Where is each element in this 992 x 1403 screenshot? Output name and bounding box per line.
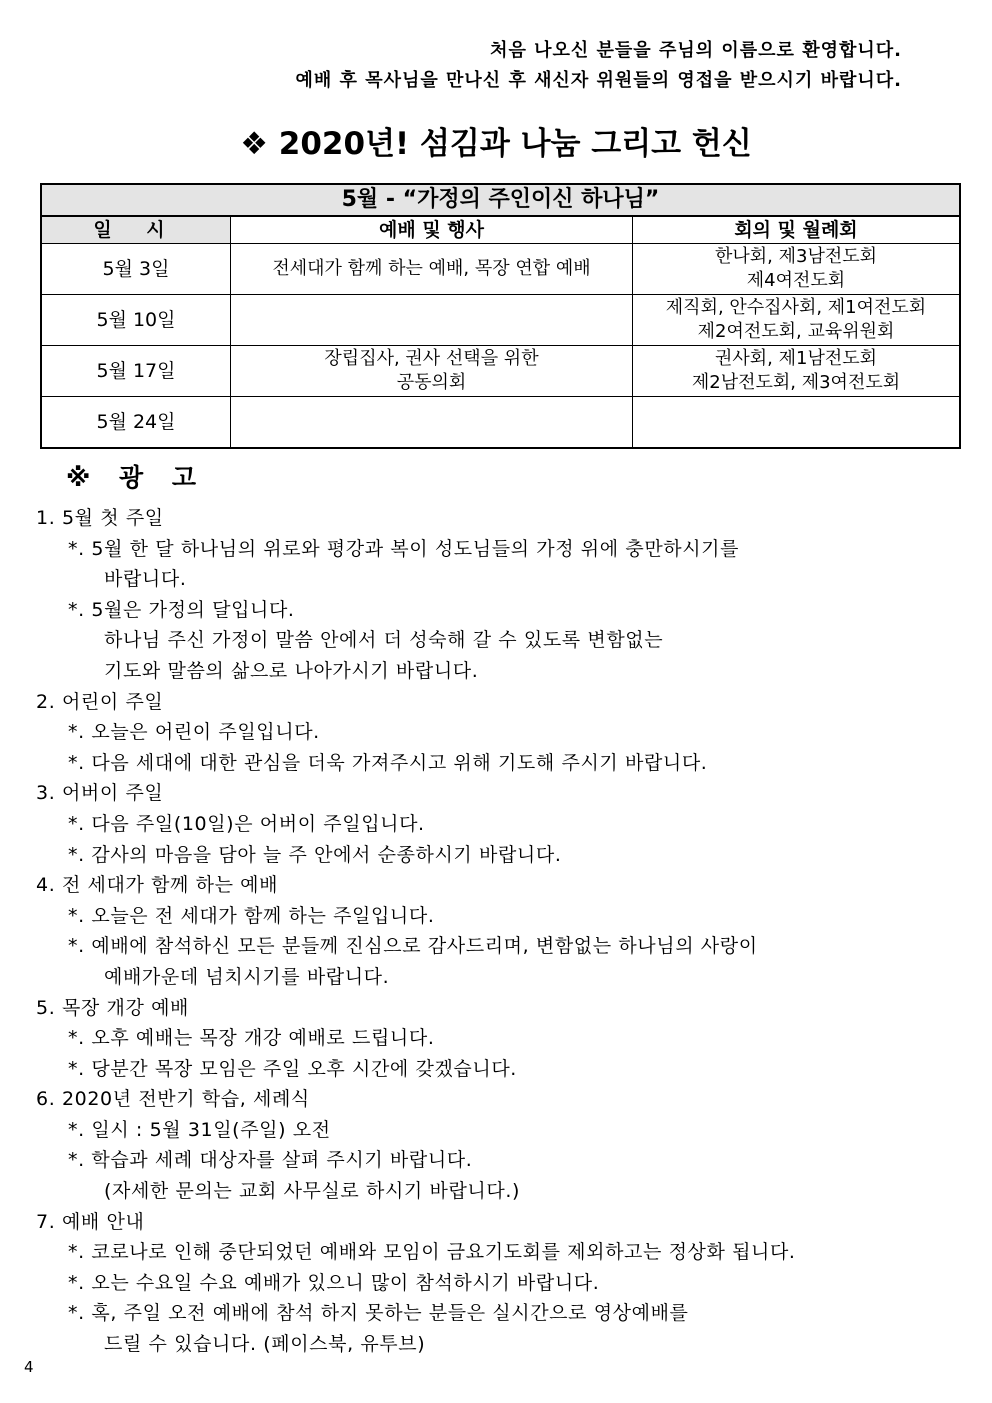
schedule-date: 5월 17일 bbox=[41, 346, 231, 397]
schedule-body bbox=[41, 244, 960, 449]
schedule-meeting-line: 제4여전도회 bbox=[746, 270, 846, 291]
announcement bbox=[36, 778, 946, 870]
announcement-item bbox=[36, 1145, 946, 1206]
announcement-title: 5. 목장 개강 예배 bbox=[36, 996, 189, 1019]
announcement-line: 드릴 수 있습니다. (페이스북, 유투브) bbox=[104, 1333, 426, 1356]
welcome-line-2: 예배 후 목사님을 만나신 후 새신자 위원들의 영접을 받으시기 바랍니다. bbox=[295, 70, 902, 91]
schedule-event bbox=[231, 295, 633, 346]
announcement-line: *. 감사의 마음을 담아 늘 주 안에서 순종하시기 바랍니다. bbox=[68, 843, 562, 866]
announcement-line: *. 학습과 세례 대상자를 살펴 주시기 바랍니다. bbox=[68, 1149, 473, 1172]
announcement-title: 1. 5월 첫 주일 bbox=[36, 507, 164, 529]
schedule-event-line: 전세대가 함께 하는 예배, 목장 연합 예배 bbox=[272, 258, 591, 279]
announcement-line: 바랍니다. bbox=[104, 568, 187, 591]
page-number: 4 bbox=[24, 1358, 34, 1376]
announcements-list bbox=[36, 503, 946, 1360]
announcement-line: *. 오후 예배는 목장 개강 예배로 드립니다. bbox=[68, 1027, 435, 1050]
schedule-meeting-line: 권사회, 제1남전도회 bbox=[715, 348, 877, 369]
announcement-item bbox=[36, 1298, 946, 1359]
schedule-meeting bbox=[633, 397, 961, 449]
schedule-meeting bbox=[633, 295, 961, 346]
announcement bbox=[36, 993, 946, 1085]
schedule-event bbox=[231, 346, 633, 397]
schedule-event-line: 공동의회 bbox=[396, 372, 467, 393]
schedule-meeting-line: 제2여전도회, 교육위원회 bbox=[697, 321, 895, 342]
announcement-line: *. 당분간 목장 모임은 주일 오후 시간에 갖겠습니다. bbox=[68, 1057, 517, 1080]
announcement bbox=[36, 870, 946, 992]
schedule-row bbox=[41, 397, 960, 449]
announcement-item bbox=[36, 595, 946, 687]
announcements-heading: ※ 광 고 bbox=[66, 463, 207, 492]
announcement-line: (자세한 문의는 교회 사무실로 하시기 바랍니다.) bbox=[104, 1180, 520, 1203]
welcome-message bbox=[296, 36, 903, 96]
announcement-line: *. 일시 : 5월 31일(주일) 오전 bbox=[68, 1118, 331, 1141]
announcement-item bbox=[36, 1268, 946, 1299]
schedule-meeting-line: 한나회, 제3남전도회 bbox=[715, 246, 877, 267]
announcement-item bbox=[36, 748, 946, 779]
announcement-line: *. 다음 세대에 대한 관심을 더욱 가져주시고 위해 기도해 주시기 바랍니다. bbox=[68, 751, 708, 774]
header-date: 일 시 bbox=[41, 216, 231, 244]
announcement-item bbox=[36, 840, 946, 871]
announcement-line: *. 오늘은 어린이 주일입니다. bbox=[68, 721, 320, 744]
schedule-table bbox=[40, 183, 961, 449]
announcement-line: *. 오는 수요일 수요 예배가 있으니 많이 참석하시기 바랍니다. bbox=[68, 1271, 600, 1294]
announcement-title: 7. 예배 안내 bbox=[36, 1210, 145, 1233]
announcement-line: *. 5월 한 달 하나님의 위로와 평강과 복이 성도님들의 가정 위에 충만하시기를 bbox=[68, 537, 740, 560]
announcement-item bbox=[36, 1115, 946, 1146]
announcement-line: 예배가운데 넘치시기를 바랍니다. bbox=[104, 965, 390, 988]
schedule-row bbox=[41, 244, 960, 295]
schedule-month-title: 5월 - “가정의 주인이신 하나님” bbox=[41, 184, 960, 216]
announcement-line: *. 다음 주일(10일)은 어버이 주일입니다. bbox=[68, 812, 425, 835]
schedule-event bbox=[231, 397, 633, 449]
announcement-item bbox=[36, 931, 946, 992]
announcement-line: 기도와 말씀의 삶으로 나아가시기 바랍니다. bbox=[104, 659, 479, 682]
announcement-line: *. 코로나로 인해 중단되었던 예배와 모임이 금요기도회를 제외하고는 정상화 됩니다. bbox=[68, 1241, 796, 1264]
announcement-line: 하나님 주신 가정이 말씀 안에서 더 성숙해 갈 수 있도록 변함없는 bbox=[104, 629, 664, 652]
announcement-item bbox=[36, 901, 946, 932]
schedule-row bbox=[41, 295, 960, 346]
schedule-meeting-line: 제직회, 안수집사회, 제1여전도회 bbox=[665, 297, 927, 318]
welcome-line-1: 처음 나오신 분들을 주님의 이름으로 환영합니다. bbox=[490, 40, 902, 61]
schedule-event bbox=[231, 244, 633, 295]
announcement-title: 6. 2020년 전반기 학습, 세례식 bbox=[36, 1088, 310, 1111]
announcement-line: *. 5월은 가정의 달입니다. bbox=[68, 598, 295, 621]
schedule-date: 5월 10일 bbox=[41, 295, 231, 346]
header-meeting: 회의 및 월례회 bbox=[633, 216, 961, 244]
announcement-title: 2. 어린이 주일 bbox=[36, 690, 164, 713]
announcement bbox=[36, 687, 946, 779]
announcement-item bbox=[36, 1237, 946, 1268]
announcement-item bbox=[36, 1023, 946, 1054]
announcement-line: *. 혹, 주일 오전 예배에 참석 하지 못하는 분들은 실시간으로 영상예배를 bbox=[68, 1302, 689, 1325]
announcement-line: *. 예배에 참석하신 모든 분들께 진심으로 감사드리며, 변함없는 하나님의 사랑이 bbox=[68, 935, 758, 958]
header-event: 예배 및 행사 bbox=[231, 216, 633, 244]
announcement-line: *. 오늘은 전 세대가 함께 하는 주일입니다. bbox=[68, 904, 435, 927]
page-title: ❖ 2020년! 섬김과 나눔 그리고 헌신 bbox=[240, 126, 752, 162]
announcement-item bbox=[36, 809, 946, 840]
announcement bbox=[36, 1084, 946, 1206]
schedule-meeting bbox=[633, 346, 961, 397]
schedule-event-line: 장립집사, 권사 선택을 위한 bbox=[324, 348, 539, 369]
announcement bbox=[36, 1207, 946, 1360]
announcement-item bbox=[36, 1054, 946, 1085]
announcement bbox=[36, 503, 946, 687]
schedule-row bbox=[41, 346, 960, 397]
schedule-date: 5월 3일 bbox=[41, 244, 231, 295]
announcement-title: 4. 전 세대가 함께 하는 예배 bbox=[36, 874, 279, 897]
schedule-date: 5월 24일 bbox=[41, 397, 231, 449]
announcement-item bbox=[36, 534, 946, 595]
schedule-meeting bbox=[633, 244, 961, 295]
announcement-item bbox=[36, 717, 946, 748]
schedule-meeting-line: 제2남전도회, 제3여전도회 bbox=[691, 372, 901, 393]
announcement-title: 3. 어버이 주일 bbox=[36, 782, 164, 805]
